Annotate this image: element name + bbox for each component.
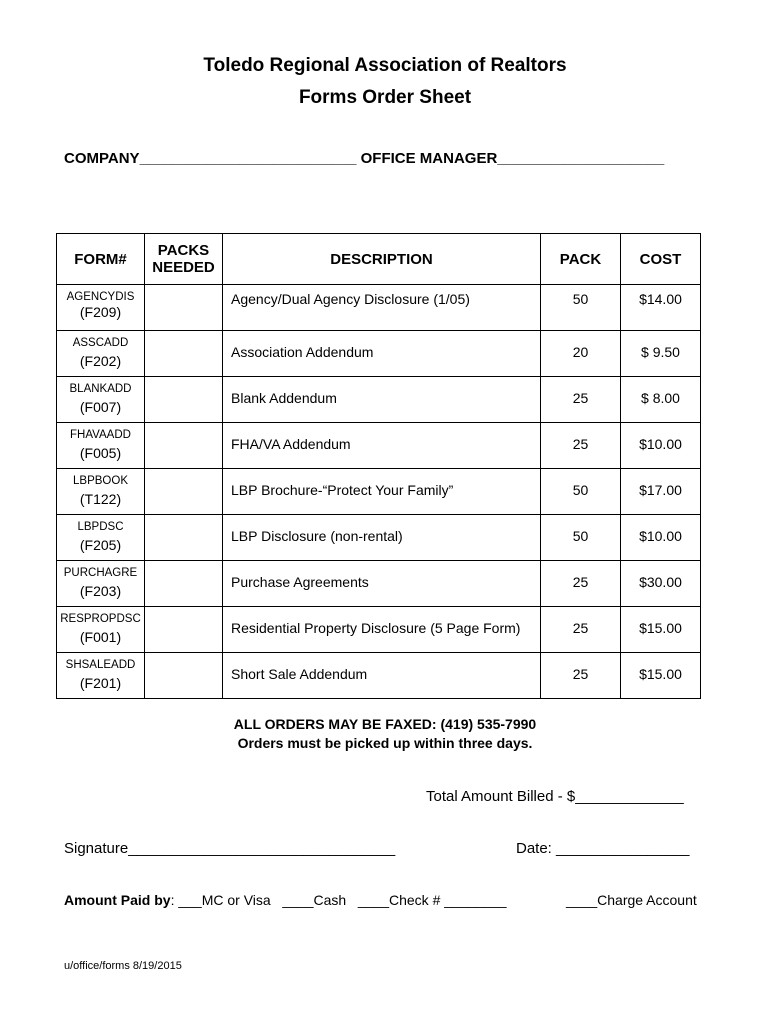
pack-cell: 25 <box>541 653 621 699</box>
charge-account-option[interactable]: ____Charge Account <box>566 892 697 908</box>
pack-cell: 50 <box>541 515 621 561</box>
cost-cell: $10.00 <box>621 423 701 469</box>
pack-cell: 20 <box>541 331 621 377</box>
packs-needed-cell[interactable] <box>145 515 223 561</box>
form-cell <box>57 653 145 699</box>
cost-cell: $15.00 <box>621 607 701 653</box>
header-form: FORM# <box>57 234 145 285</box>
mc-visa-option[interactable]: ___MC or Visa <box>174 892 271 908</box>
forms-order-table <box>56 233 701 699</box>
date-field[interactable]: ________________ <box>556 840 690 857</box>
cost-cell: $10.00 <box>621 515 701 561</box>
page-title: Toledo Regional Association of Realtors <box>203 55 567 76</box>
total-label: Total Amount Billed - $ <box>426 788 576 805</box>
date-label: Date: <box>516 840 557 857</box>
cash-option[interactable]: ____Cash <box>282 892 347 908</box>
company-field[interactable]: __________________________ <box>139 150 357 167</box>
table-header-row <box>57 234 701 285</box>
packs-needed-cell[interactable] <box>145 607 223 653</box>
description-cell: LBP Disclosure (non-rental) <box>223 515 541 561</box>
form-code: ASSCADD <box>72 337 129 349</box>
form-number: (F203) <box>79 583 122 599</box>
form-cell <box>57 423 145 469</box>
description-cell: FHA/VA Addendum <box>223 423 541 469</box>
table-row <box>57 515 701 561</box>
amount-paid-label: Amount Paid by <box>64 892 171 908</box>
description-cell: Association Addendum <box>223 331 541 377</box>
signature-label: Signature <box>64 840 129 857</box>
form-code: AGENCYDIS <box>66 291 135 303</box>
header-pack: PACK <box>541 234 621 285</box>
form-number: (F007) <box>79 399 122 415</box>
cost-cell: $30.00 <box>621 561 701 607</box>
pack-cell: 25 <box>541 377 621 423</box>
form-number: (F205) <box>79 537 122 553</box>
pickup-notice: Orders must be picked up within three days. <box>237 735 533 751</box>
description-cell: Residential Property Disclosure (5 Page Form) <box>223 607 541 653</box>
description-cell: Purchase Agreements <box>223 561 541 607</box>
payment-line: Amount Paid by: ___MC or Visa ____Cash ____Check # ________ <box>64 892 507 908</box>
header-cost: COST <box>621 234 701 285</box>
form-code: LBPBOOK <box>73 475 128 487</box>
packs-needed-cell[interactable] <box>145 561 223 607</box>
packs-needed-cell[interactable] <box>145 285 223 331</box>
total-field[interactable]: _____________ <box>575 788 684 805</box>
description-cell: Blank Addendum <box>223 377 541 423</box>
form-code: FHAVAADD <box>70 429 131 441</box>
packs-needed-cell[interactable] <box>145 377 223 423</box>
fax-notice: ALL ORDERS MAY BE FAXED: (419) 535-7990 <box>233 716 537 732</box>
pack-cell: 25 <box>541 607 621 653</box>
table-row <box>57 285 701 331</box>
packs-needed-cell[interactable] <box>145 469 223 515</box>
company-label: COMPANY <box>64 150 140 167</box>
check-option[interactable]: ____Check # ________ <box>357 892 507 908</box>
form-code: PURCHAGRE <box>63 567 138 579</box>
table-row <box>57 653 701 699</box>
form-number: (F005) <box>79 445 122 461</box>
form-number: (F202) <box>79 353 122 369</box>
header-description: DESCRIPTION <box>223 234 541 285</box>
cost-cell: $ 9.50 <box>621 331 701 377</box>
cost-cell: $14.00 <box>621 285 701 331</box>
form-code: RESPROPDSC <box>60 613 141 625</box>
pack-cell: 50 <box>541 285 621 331</box>
form-code: SHSALEADD <box>65 659 136 671</box>
signature-line <box>64 840 395 857</box>
company-manager-line <box>64 150 664 167</box>
table-row <box>57 423 701 469</box>
form-number: (T122) <box>79 491 122 507</box>
packs-needed-cell[interactable] <box>145 423 223 469</box>
total-billed <box>426 788 684 805</box>
signature-field[interactable]: ________________________________ <box>128 840 396 857</box>
form-cell <box>57 607 145 653</box>
form-code: BLANKADD <box>69 383 132 395</box>
pack-cell: 25 <box>541 423 621 469</box>
table-row <box>57 469 701 515</box>
form-cell <box>57 469 145 515</box>
cost-cell: $17.00 <box>621 469 701 515</box>
table-row <box>57 377 701 423</box>
manager-label: OFFICE MANAGER <box>360 150 498 167</box>
form-number: (F209) <box>79 304 122 320</box>
footer-note: u/office/forms 8/19/2015 <box>64 960 182 972</box>
packs-needed-cell[interactable] <box>145 653 223 699</box>
form-cell <box>57 515 145 561</box>
packs-needed-cell[interactable] <box>145 331 223 377</box>
pack-cell: 25 <box>541 561 621 607</box>
table-row <box>57 331 701 377</box>
page-subtitle: Forms Order Sheet <box>298 87 472 108</box>
table-row <box>57 607 701 653</box>
form-cell <box>57 285 145 331</box>
table-row <box>57 561 701 607</box>
form-number: (F001) <box>79 629 122 645</box>
description-cell: Short Sale Addendum <box>223 653 541 699</box>
header-packs-needed: PACKS NEEDED <box>145 234 223 285</box>
description-cell: Agency/Dual Agency Disclosure (1/05) <box>223 285 541 331</box>
form-code: LBPDSC <box>77 521 124 533</box>
date-line <box>516 840 690 857</box>
cost-cell: $ 8.00 <box>621 377 701 423</box>
form-cell <box>57 331 145 377</box>
cost-cell: $15.00 <box>621 653 701 699</box>
form-number: (F201) <box>79 675 122 691</box>
form-cell <box>57 561 145 607</box>
manager-field[interactable]: ____________________ <box>497 150 665 167</box>
description-cell: LBP Brochure-“Protect Your Family” <box>223 469 541 515</box>
pack-cell: 50 <box>541 469 621 515</box>
form-cell <box>57 377 145 423</box>
